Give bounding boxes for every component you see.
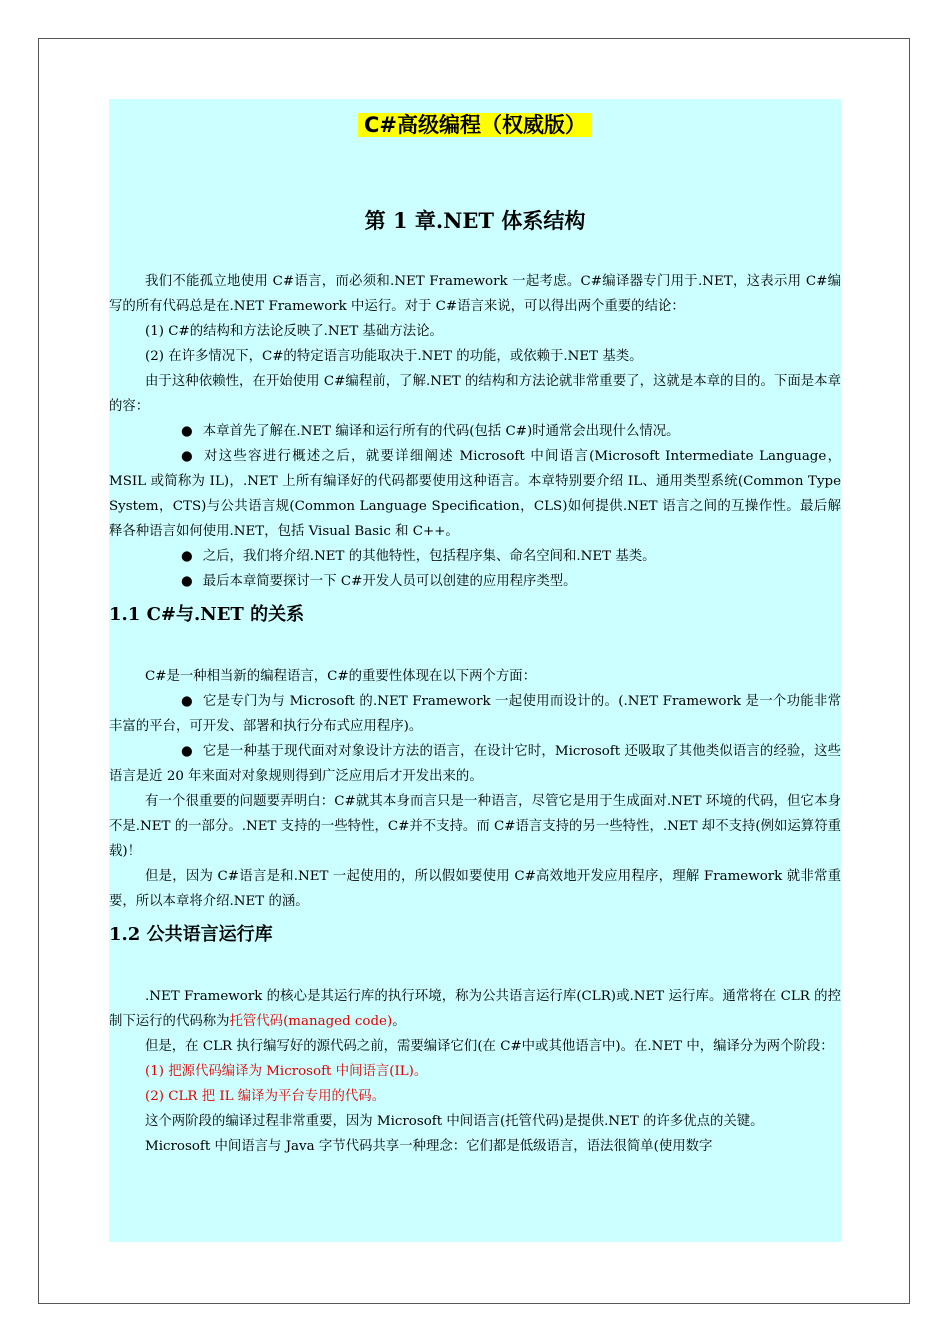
section-paragraph: 但是，在 CLR 执行编写好的源代码之前，需要编译它们(在 C#中或其他语言中)。在.NET 中，编译分为两个阶段： (145, 1039, 834, 1054)
bullet-icon: ● (181, 694, 193, 709)
section-paragraph: .NET Framework 的核心是其运行库的执行环境，称为公共语言运行库(CLR)或.NET 运行库。通常将在 CLR 的控制下运行的代码称为托管代码(managed code)。 (109, 989, 841, 1029)
chapter-title: 第 1 章.NET 体系结构 (364, 208, 586, 233)
document-body (109, 99, 841, 1242)
section-heading-1-2: 1.2 公共语言运行库 (109, 924, 273, 945)
section-heading-1-1: 1.1 C#与.NET 的关系 (109, 604, 305, 625)
managed-code-term: 托管代码(managed code) (229, 1014, 393, 1029)
section-paragraph: 但是，因为 C#语言是和.NET 一起使用的，所以假如要使用 C#高效地开发应用程序，理解 Framework 就非常重要，所以本章将介绍.NET 的涵。 (109, 869, 841, 909)
bullet-item: ● 之后，我们将介绍.NET 的其他特性，包括程序集、命名空间和.NET 基类。 (109, 544, 841, 569)
compile-stage-2: (2) CLR 把 IL 编译为平台专用的代码。 (145, 1089, 386, 1104)
section-paragraph: 这个两阶段的编译过程非常重要，因为 Microsoft 中间语言(托管代码)是提供.NET 的许多优点的关键。 (145, 1114, 764, 1129)
bullet-item: ● 它是一种基于现代面对对象设计方法的语言，在设计它时，Microsoft 还吸取了其他类似语言的经验，这些语言是近 20 年来面对对象规则得到广泛应用后才开发出来的。 (109, 739, 841, 789)
bullet-item: ● 对这些容进行概述之后，就要详细阐述 Microsoft 中间语言(Microsoft Intermediate Language，MSIL 或简称为 IL)，.NET 上所有编译好的代码都要使用这种语言。本章特别要介绍 IL、通用类型系统(Common Type System，CTS)与公共语言规(Common Language Specification，CLS)如何提供.NET 语言之间的互操作性。最后解释各种语言如何使用.NET，包括 Visual Basic 和 C++。 (109, 444, 841, 544)
section-paragraph: C#是一种相当新的编程语言，C#的重要性体现在以下两个方面： (145, 669, 537, 684)
intro-paragraph: 我们不能孤立地使用 C#语言，而必须和.NET Framework 一起考虑。C#编译器专门用于.NET，这表示用 C#编写的所有代码总是在.NET Framework 中运行。对于 C#语言来说，可以得出两个重要的结论： (109, 274, 841, 314)
intro-paragraph-2: 由于这种依赖性，在开始使用 C#编程前，了解.NET 的结构和方法论就非常重要了，这就是本章的目的。下面是本章的容： (109, 374, 841, 414)
document-title: C#高级编程（权威版） (109, 109, 841, 141)
bullet-icon: ● (181, 449, 193, 464)
section-paragraph: Microsoft 中间语言与 Java 字节代码共享一种理念：它们都是低级语言，语法很简单(使用数字 (145, 1139, 713, 1154)
compile-stage-1: (1) 把源代码编译为 Microsoft 中间语言(IL)。 (145, 1064, 428, 1079)
conclusion-item-1: (1) C#的结构和方法论反映了.NET 基础方法论。 (145, 324, 443, 339)
bullet-icon: ● (181, 574, 193, 589)
section-paragraph: 有一个很重要的问题要弄明白：C#就其本身而言只是一种语言，尽管它是用于生成面对.NET 环境的代码，但它本身不是.NET 的一部分。.NET 支持的一些特性，C#并不支持。而 C#语言支持的另一些特性，.NET 却不支持(例如运算符重载)！ (109, 794, 841, 859)
bullet-icon: ● (181, 549, 193, 564)
bullet-item: ● 最后本章简要探讨一下 C#开发人员可以创建的应用程序类型。 (109, 569, 841, 594)
bullet-icon: ● (181, 744, 193, 759)
bullet-item: ● 它是专门为与 Microsoft 的.NET Framework 一起使用而设计的。(.NET Framework 是一个功能非常丰富的平台，可开发、部署和执行分布式应用程序)。 (109, 689, 841, 739)
bullet-item: ● 本章首先了解在.NET 编译和运行所有的代码(包括 C#)时通常会出现什么情况。 (109, 419, 841, 444)
bullet-icon: ● (181, 424, 193, 439)
conclusion-item-2: (2) 在许多情况下，C#的特定语言功能取决于.NET 的功能，或依赖于.NET 基类。 (145, 349, 643, 364)
